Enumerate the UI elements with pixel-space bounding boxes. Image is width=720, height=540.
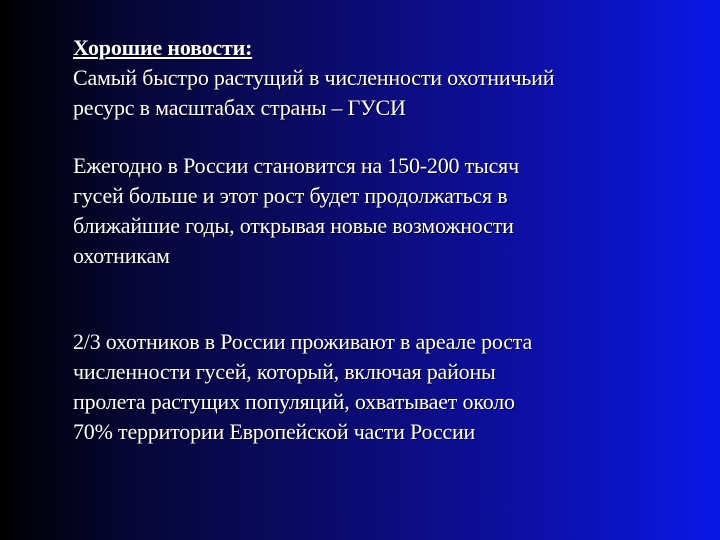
paragraph-line: охотникам xyxy=(73,243,170,268)
paragraph-line: ресурс в масштабах страны – ГУСИ xyxy=(73,95,406,120)
paragraph-line: гусей больше и этот рост будет продолжаться в xyxy=(73,183,508,208)
paragraph-line: ближайшие годы, открывая новые возможности xyxy=(73,213,514,238)
paragraph-line: 2/3 охотников в России проживают в ареале роста xyxy=(73,329,533,354)
paragraph-line: численности гусей, который, включая районы xyxy=(73,359,496,384)
paragraph-line: 70% территории Европейской части России xyxy=(73,419,476,444)
paragraph-spacer xyxy=(73,271,673,327)
paragraph-line: Самый быстро растущий в численности охотничьий xyxy=(73,65,555,90)
slide-content xyxy=(73,33,673,447)
paragraph-line: пролета растущих популяций, охватывает около xyxy=(73,389,515,414)
paragraph-hunters-share xyxy=(73,327,673,447)
paragraph-fastest-growing-resource xyxy=(73,63,673,123)
paragraph-line: Ежегодно в России становится на 150-200 тысяч xyxy=(73,153,519,178)
slide-heading: Хорошие новости: xyxy=(73,35,253,60)
paragraph-annual-growth xyxy=(73,151,673,271)
paragraph-spacer xyxy=(73,123,673,151)
